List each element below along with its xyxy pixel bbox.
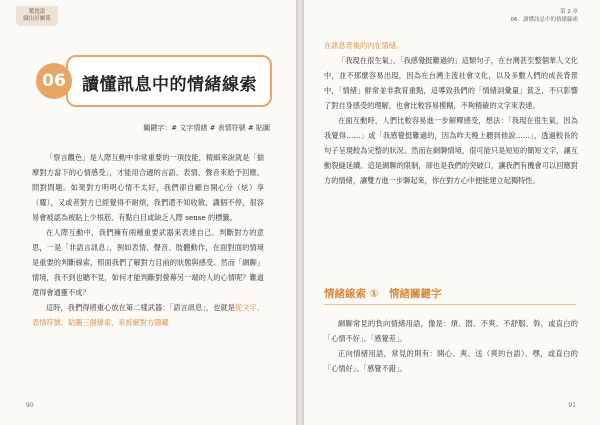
paragraph: 「我現在很生氣」、「我感覺挺難過的」這類句子，在台灣甚至整個華人文化中，並不那麼容易出現，因為在台灣主流社會文化，以及多數人們的成長背景中，「情緒」鮮常並非教育重點，這導致我們的「情緒詞彙量」貧乏，不只影響了對自身感受的理解，也會比較容易模糊，不夠精確的文字來表達。 bbox=[324, 56, 578, 110]
chapter-title-box bbox=[36, 55, 272, 111]
paragraph: 這時，我們得將重心放在第二樣武器：「語言訊息」，也就是從文字、表情符號、貼圖三個線索，來拆解對方隱藏 bbox=[32, 303, 264, 327]
continuation-highlight: 在訊息背後的內在情緒。 bbox=[324, 41, 404, 50]
paragraph: 在面互動時，人們比較容易進一步解釋感受，想法：「我現在很生氣，因為我覺得……」或「我感覺挺難過的，因為昨天晚上聽到他說……」，透過較長的句子呈現較為完整的狀況。然而在網聊情境，很可能只是短短的簡短文字，讓互動裂縫延續。這是網聊的限制，卻也是我們的突破口，讓我們有機會可以回應對方的情緒，讓雙方進一步聊起來，你在對方心中便能建立起獨特性。 bbox=[324, 116, 578, 185]
left-body-text bbox=[32, 150, 264, 330]
running-header bbox=[511, 8, 579, 24]
section-divider bbox=[324, 304, 576, 305]
chapter-title: 06．讀懂訊息中的情緒線索 bbox=[510, 17, 578, 23]
page-number-left: 90 bbox=[26, 402, 34, 409]
paragraph: 在人際互動中，我們擁有兩種重要武器來表達自己、判斷對方的意思，一是「非語言訊息」，例如表情、聲音、肢體動作，在面對面的情境是重要的判斷線索，照面我們了解對方目前的狀態與感受。然而「網聊」情境，我不到也聽不見，如何才能判斷對螢幕另一端的人的心情呢？難道還得會通靈不成？ bbox=[32, 228, 264, 297]
book-gutter bbox=[296, 0, 304, 425]
paragraph: 正向情緒用語，常見的則有：開心、爽、送（爽的台語）、嘿，或直白的「心情好」、「感覺不錯」。 bbox=[324, 349, 578, 373]
right-body-text bbox=[324, 38, 578, 188]
paragraph: 「察言觀色」是人際互動中非常重要的一項技能，精細來說就是「揣摩對方當下的心情感受」，才能用合適的言語、表情、聲音來給予回應、問對問題。如果對方明明心情不太好，我們卻自顧自開心分（炫）享（耀），又或者對方已經覺得不耐煩，我們還不知收斂，講個不停，很容易會被認為被貼上少根筋、有點白目或缺乏人際 sense 的標籤。 bbox=[32, 153, 264, 222]
section-heading: 情緒線索 ① 情緒關鍵字 bbox=[324, 288, 442, 300]
page-title: 讀懂訊息中的情緒線索 bbox=[82, 75, 257, 95]
section-body-text bbox=[324, 316, 578, 376]
chapter-label: 第 2 章 bbox=[560, 9, 578, 15]
right-page bbox=[304, 0, 600, 425]
chapter-number-badge: 06 bbox=[36, 63, 72, 99]
highlighted-text: 從文字、表情符號、貼圖三個線索，來拆解對方隱藏 bbox=[32, 303, 264, 327]
page-number-right: 91 bbox=[568, 402, 576, 409]
series-tab: 尷尬說 職出好關係 bbox=[16, 6, 58, 26]
keywords-line: 關鍵字：# 文字情緒 # 表情符號 # 貼圖 bbox=[143, 124, 270, 132]
paragraph: 網聊常見的負向情緒用語，像是：煩、悶、不爽、不舒服、幹，或直白的「心情不好」、「感覺差」。 bbox=[324, 319, 578, 343]
left-page bbox=[0, 0, 296, 425]
